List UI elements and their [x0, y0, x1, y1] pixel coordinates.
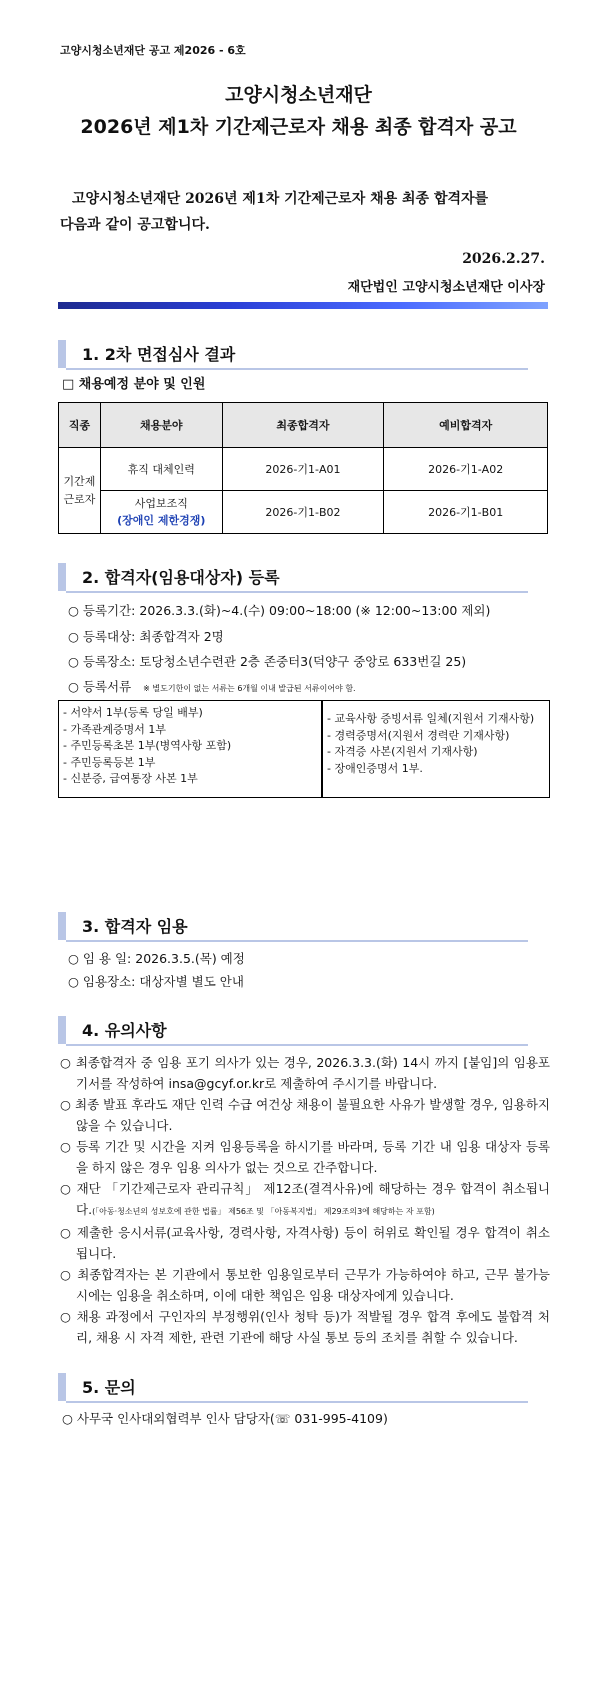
- list-item: ○ 임용장소: 대상자별 별도 안내: [68, 974, 244, 989]
- section-5-heading: 5. 문의: [58, 1373, 528, 1399]
- list-item: ○ 등록서류 ※ 별도기한이 없는 서류는 6개월 이내 발급된 서류이어야 함.: [68, 679, 356, 694]
- header-reserve: 예비합격자: [384, 403, 548, 448]
- document-number: 고양시청소년재단 공고 제2026 - 6호: [60, 44, 246, 57]
- section-4-heading: 4. 유의사항: [58, 1016, 528, 1042]
- field-note: (장애인 제한경쟁): [117, 514, 206, 527]
- list-item: - 주민등록등본 1부: [63, 755, 156, 769]
- intro-line-1: 고양시청소년재단 2026년 제1차 기간제근로자 채용 최종 합격자를: [72, 191, 489, 207]
- reserve-cell: 2026-기1-B01: [384, 491, 548, 534]
- list-item: ○ 제출한 응시서류(교육사항, 경력사항, 자격사항) 등이 허위로 확인될 경우 합격이 취소됩니다.: [60, 1225, 550, 1261]
- contact-item: ○ 사무국 인사대외협력부 인사 담당자(☏ 031-995-4109): [62, 1411, 388, 1426]
- intro-line-2: 다음과 같이 공고합니다.: [60, 217, 210, 233]
- list-item: - 서약서 1부(등록 당일 배부): [63, 706, 203, 719]
- documents-right: [327, 711, 534, 777]
- result-table: [58, 402, 548, 534]
- list-item: ○ 최종 발표 후라도 재단 인력 수급 여건상 채용이 불필요한 사유가 발생할 경우, 임용하지 않을 수 있습니다.: [60, 1097, 550, 1133]
- notice-list: [60, 1052, 550, 1348]
- list-item: - 장애인증명서 1부.: [327, 761, 423, 775]
- field-cell: 사업보조직 (장애인 제한경쟁): [100, 491, 222, 534]
- section-1-heading: 1. 2차 면접심사 결과: [58, 340, 528, 366]
- header-field: 채용분야: [100, 403, 222, 448]
- list-item: ○ 등록장소: 토당청소년수련관 2층 존중터3(덕양구 중앙로 633번길 25): [68, 654, 467, 669]
- list-item: - 신분증, 급여통장 사본 1부: [63, 772, 198, 785]
- documents-box: [58, 700, 550, 798]
- header-divider: [58, 302, 548, 309]
- list-item: - 자격증 사본(지원서 기재사항): [327, 745, 478, 758]
- field-cell: 휴직 대체인력: [100, 448, 222, 491]
- final-cell: 2026-기1-A01: [222, 448, 384, 491]
- list-item: ○ 채용 과정에서 구인자의 부정행위(인사 청탁 등)가 적발될 경우 합격 후에도 불합격 처리, 채용 시 자격 제한, 관련 기관에 해당 사실 통보 등의 조치를 취할 수 있습니다.: [60, 1309, 550, 1345]
- list-item: ○ 최종합격자는 본 기관에서 통보한 임용일로부터 근무가 가능하여야 하고, 근무 불가능 시에는 임용을 취소하며, 이에 대한 책임은 임용 대상자에게 있습니다.: [60, 1267, 550, 1303]
- list-item: ○ 최종합격자 중 임용 포기 의사가 있는 경우, 2026.3.3.(화) 14시 까지 [붙임]의 임용포기서를 작성하여 insa@gcyf.or.kr로 제출하여 주시기를 바랍니다.: [60, 1055, 550, 1091]
- table-row: [59, 491, 548, 534]
- docs-note: ※ 별도기한이 없는 서류는 6개월 이내 발급된 서류이어야 함.: [143, 684, 356, 693]
- section-2-heading: 2. 합격자(임용대상자) 등록: [58, 563, 528, 589]
- list-item: - 주민등록초본 1부(병역사항 포함): [63, 739, 232, 752]
- page-title: 2026년 제1차 기간제근로자 채용 최종 합격자 공고: [80, 116, 517, 138]
- column-divider: [321, 701, 323, 797]
- header-final: 최종합격자: [222, 403, 384, 448]
- section-1-subheading: □ 채용예정 분야 및 인원: [62, 377, 206, 392]
- notice-date: 2026.2.27.: [462, 251, 545, 267]
- final-cell: 2026-기1-B02: [222, 491, 384, 534]
- table-header-row: [59, 403, 548, 448]
- list-item: ○ 임 용 일: 2026.3.5.(목) 예정: [68, 951, 245, 966]
- list-item: ○ 등록기간: 2026.3.3.(화)~4.(수) 09:00~18:00 (※ 12:00~13:00 제외): [68, 603, 491, 618]
- list-item: - 경력증명서(지원서 경력란 기재사항): [327, 728, 510, 742]
- section-3-heading: 3. 합격자 임용: [58, 912, 528, 938]
- intro-text: [60, 186, 550, 238]
- title-organization: 고양시청소년재단: [225, 84, 372, 106]
- reserve-cell: 2026-기1-A02: [384, 448, 548, 491]
- header-job-type: 직종: [59, 403, 101, 448]
- list-item: ○ 등록 기간 및 시간을 지켜 임용등록을 하시기를 바라며, 등록 기간 내 임용 대상자 등록을 하지 않은 경우 임용 의사가 없는 것으로 간주합니다.: [60, 1139, 550, 1175]
- table-row: [59, 448, 548, 491]
- issuer-name: 재단법인 고양시청소년재단 이사장: [347, 280, 545, 295]
- list-item: ○ 재단 「기간제근로자 관리규칙」 제12조(결격사유)에 해당하는 경우 합격이 취소됩니다.(「아동·청소년의 성보호에 관한 법률」 제56조 및 「아동복지법」 제29조의3에 해당하는 자 포함): [60, 1181, 550, 1217]
- list-item: ○ 등록대상: 최종합격자 2명: [68, 629, 224, 644]
- legal-note: (「아동·청소년의 성보호에 관한 법률」 제56조 및 「아동복지법」 제29조의3에 해당하는 자 포함): [92, 1207, 435, 1216]
- list-item: - 가족관계증명서 1부: [63, 722, 166, 736]
- list-item: - 교육사항 증빙서류 일체(지원서 기재사항): [327, 712, 535, 725]
- job-type-cell: 기간제 근로자: [59, 448, 101, 534]
- documents-left: [63, 705, 231, 788]
